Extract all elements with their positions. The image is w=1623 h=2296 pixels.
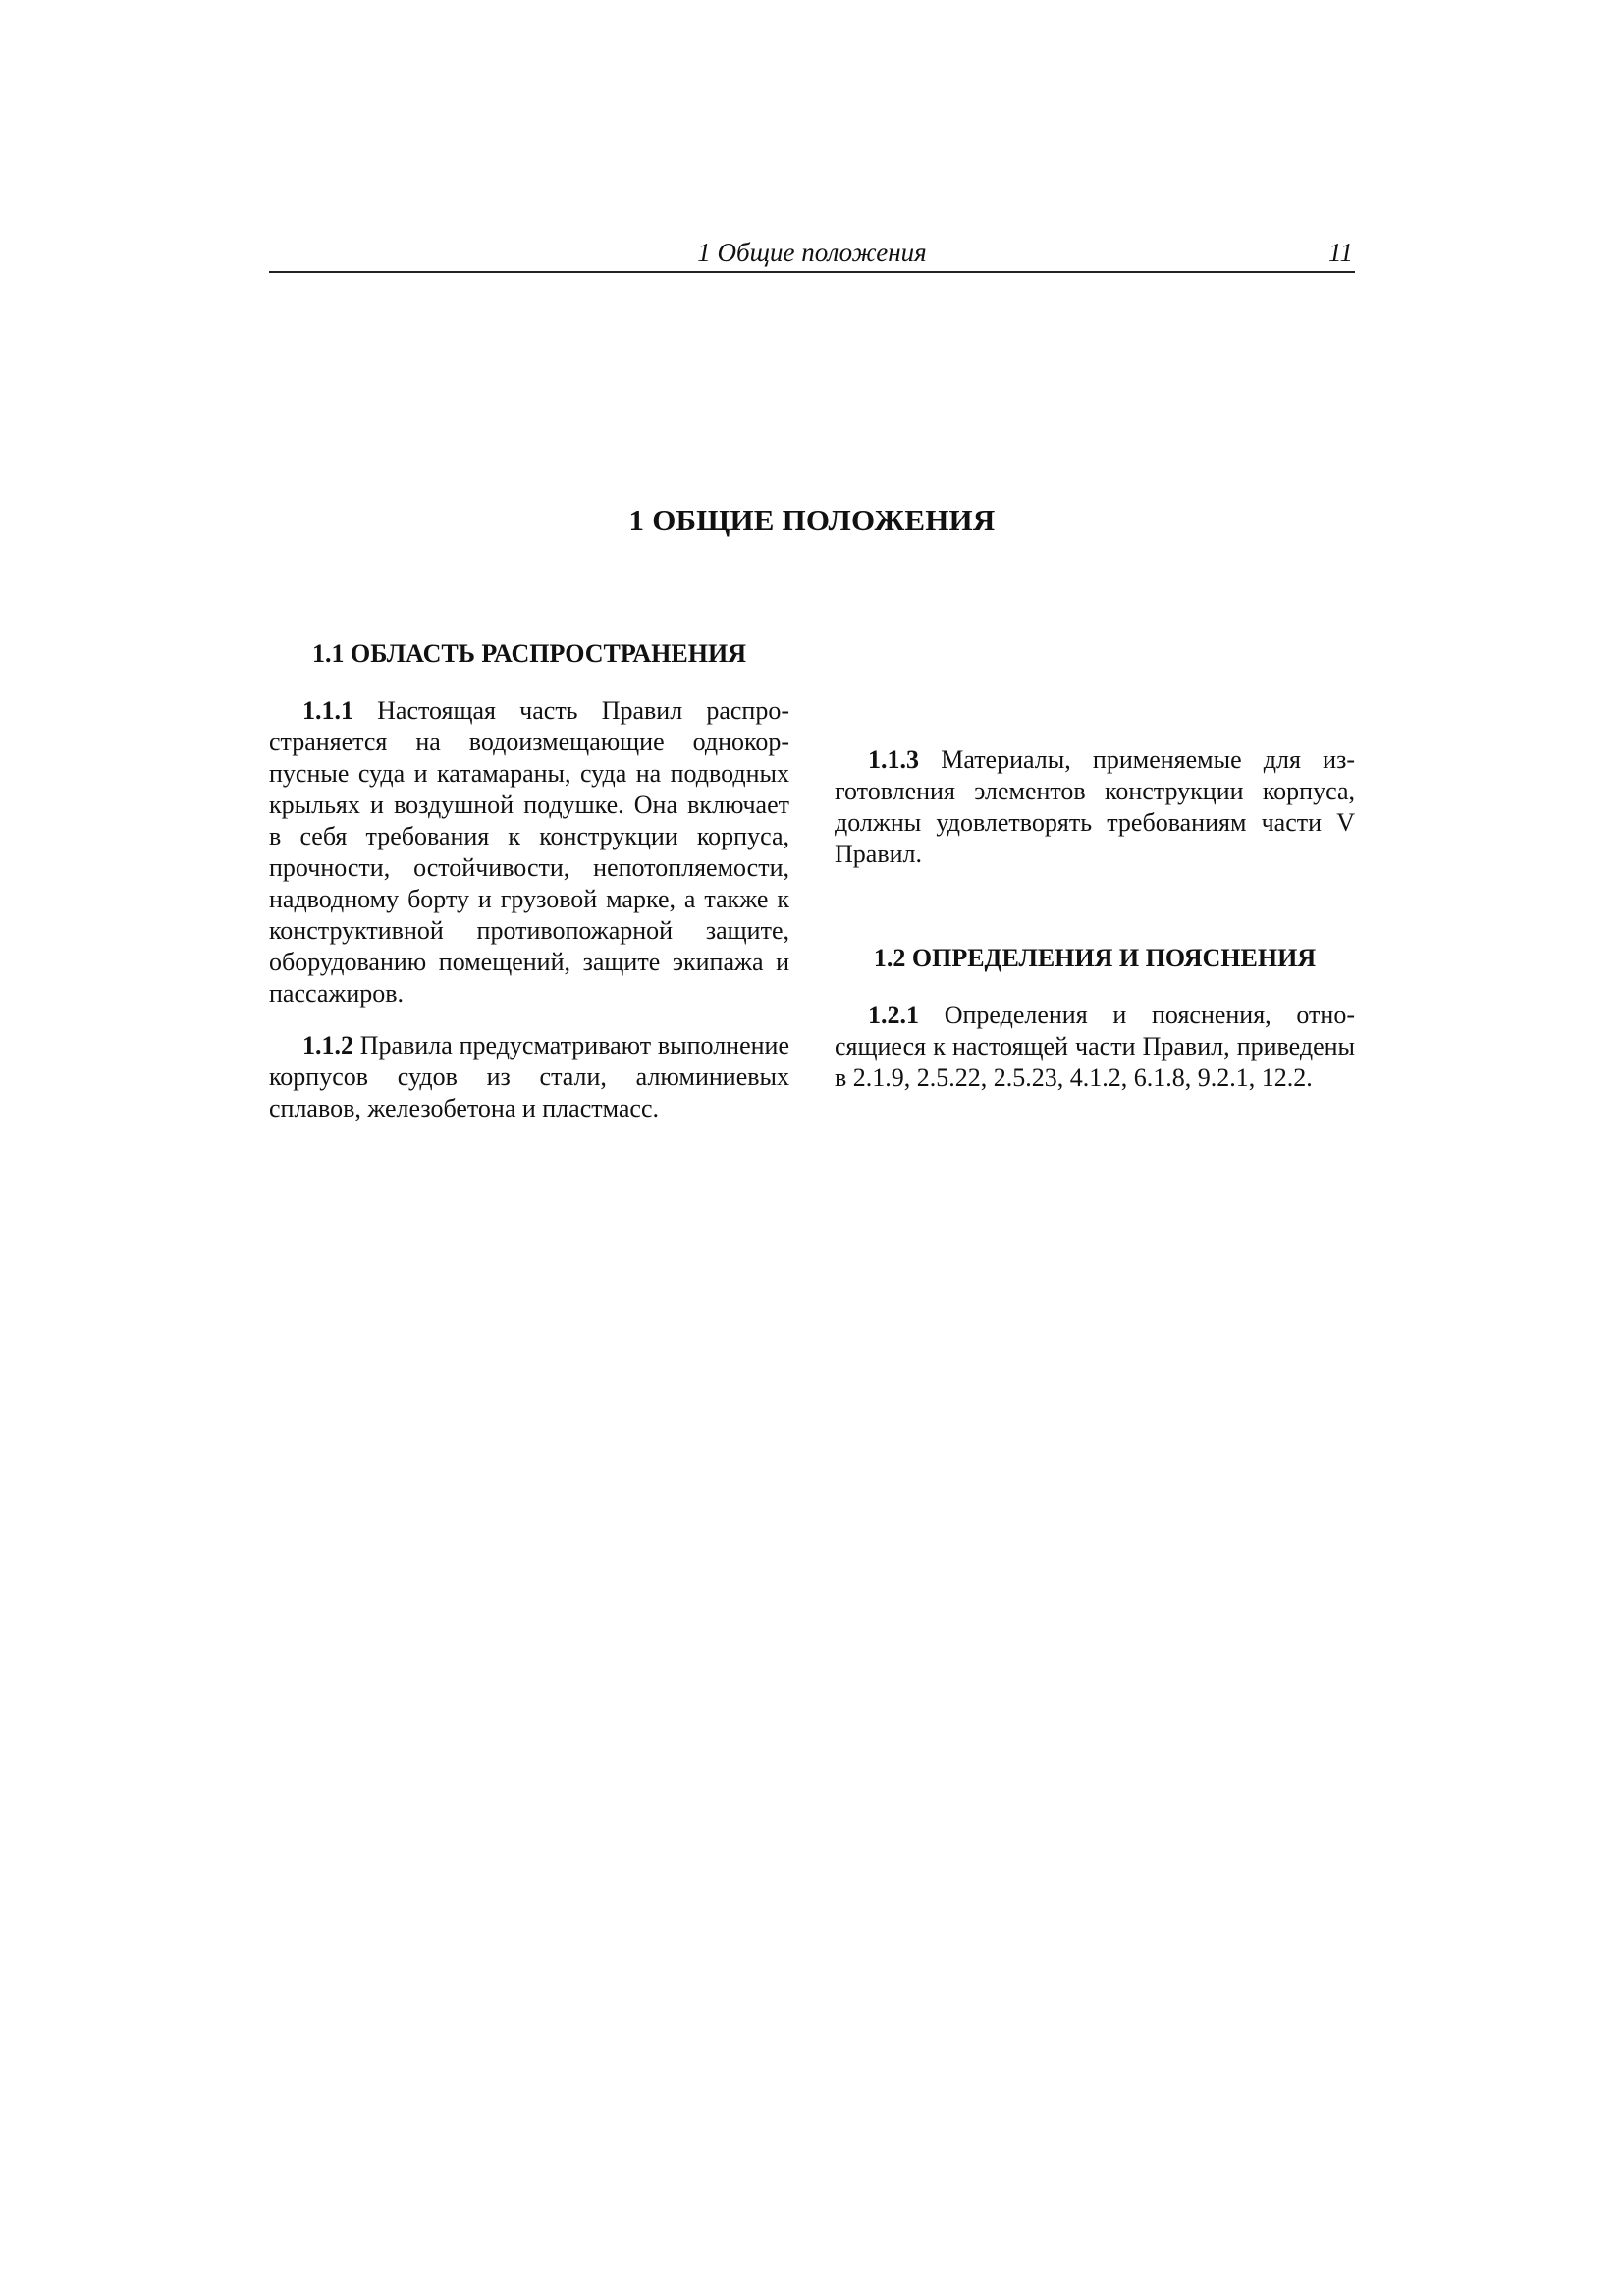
left-column	[269, 638, 789, 1124]
chapter-title: 1 ОБЩИЕ ПОЛОЖЕНИЯ	[628, 503, 996, 537]
running-head-title: 1 Общие положения	[697, 238, 927, 267]
paragraph-text: Определения и пояснения, относящиеся к настоящей части Правил, приведены в 2.1.9, 2.5.22, 2.5.23, 4.1.2, 6.1.8, 9.2.1, 12.2.	[835, 1001, 1355, 1092]
paragraph-number: 1.2.1	[868, 1001, 919, 1029]
paragraph-1-1-1	[269, 695, 789, 1010]
paragraph-number: 1.1.3	[868, 745, 919, 774]
paragraph-1-1-3	[835, 744, 1355, 870]
section-heading-1-2: 1.2 ОПРЕДЕЛЕНИЯ И ПОЯСНЕНИЯ	[873, 944, 1317, 972]
page-number: 11	[1328, 238, 1353, 267]
paragraph-number: 1.1.2	[302, 1031, 353, 1060]
running-head	[269, 238, 1355, 273]
right-column	[835, 640, 1355, 1094]
paragraph-1-2-1	[835, 1000, 1355, 1094]
paragraph-text: Настоящая часть Правил распространяется на водоизмещающие однокорпусные суда и катамараны, суда на подводных крыльях и воздушной подушке. Она включает в себя требования к конструкции корпуса, прочности, остойчивости, непотопляемости, надводному борту и грузовой марке, а также к конструктивной противопожарной защите, оборудованию помещений, защите экипажа и пассажиров.	[269, 696, 789, 1008]
section-heading-1-1: 1.1 ОБЛАСТЬ РАСПРОСТРАНЕНИЯ	[312, 639, 746, 668]
paragraph-text: Материалы, применяемые для изготовления элементов конструкции корпуса, должны удовлетворять требованиям части V Правил.	[835, 745, 1356, 868]
paragraph-text: Правила предусматривают выполнение корпусов судов из стали, алюминиевых сплавов, железобетона и пластмасс.	[269, 1031, 790, 1122]
paragraph-1-1-2	[269, 1030, 789, 1124]
paragraph-number: 1.1.1	[302, 696, 353, 725]
